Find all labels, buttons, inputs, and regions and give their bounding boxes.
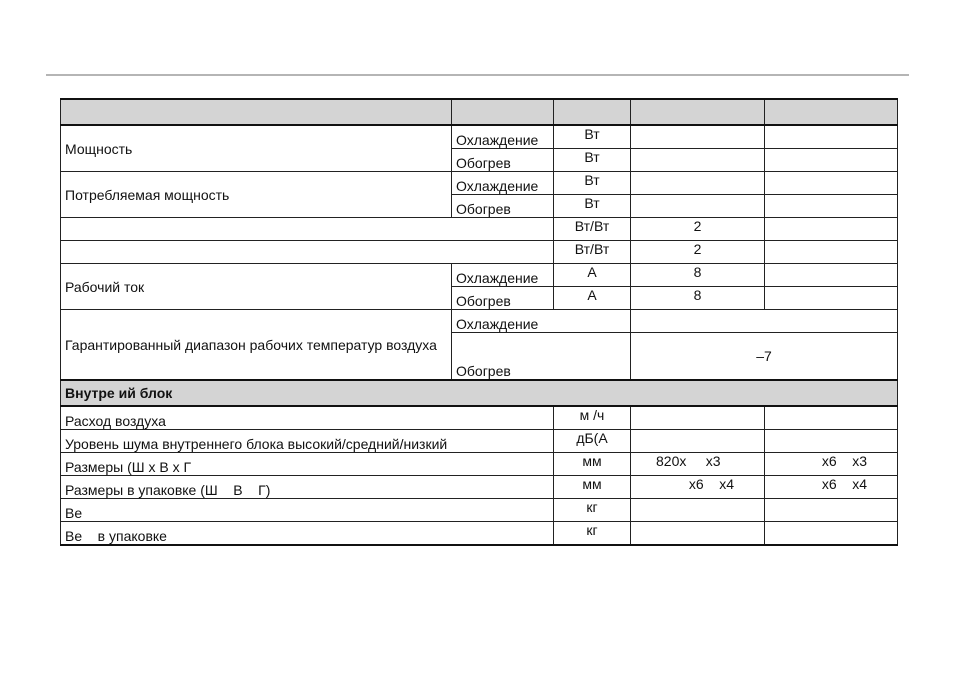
value-cell xyxy=(765,172,898,195)
mode-heating: Обогрев xyxy=(452,149,554,172)
value-cell xyxy=(631,195,765,218)
value-cell: –7 xyxy=(631,333,898,381)
table-row xyxy=(61,406,898,430)
param-size: Размеры (Ш х В х Г xyxy=(61,453,554,476)
header-cell xyxy=(452,99,554,125)
mode-cooling: Охлаждение xyxy=(452,264,554,287)
unit-cell: Вт xyxy=(554,125,631,149)
value-cell: 2 xyxy=(631,241,765,264)
table-row xyxy=(61,499,898,522)
mode-cooling: Охлаждение xyxy=(452,125,554,149)
value-cell xyxy=(765,125,898,149)
value-cell: х6 х4 xyxy=(765,476,898,499)
header-cell xyxy=(554,99,631,125)
table-row xyxy=(61,218,898,241)
value-cell: х6 х4 xyxy=(631,476,765,499)
unit-cell: А xyxy=(554,287,631,310)
value-cell xyxy=(631,125,765,149)
value-cell: 820х х3 xyxy=(631,453,765,476)
param-pack-weight: Ве в упаковке xyxy=(61,522,554,546)
unit-cell: кг xyxy=(554,499,631,522)
value-cell: 8 xyxy=(631,264,765,287)
mode-heating: Обогрев xyxy=(452,195,554,218)
section-title: Внутре ий блок xyxy=(61,380,898,406)
value-cell xyxy=(631,310,898,333)
value-cell xyxy=(765,499,898,522)
param-consumed-power: Потребляемая мощность xyxy=(61,172,452,218)
value-cell xyxy=(765,241,898,264)
header-cell xyxy=(631,99,765,125)
param-pack-size: Размеры в упаковке (Ш В Г) xyxy=(61,476,554,499)
unit-cell: Вт/Вт xyxy=(554,241,631,264)
unit-cell: Вт xyxy=(554,172,631,195)
unit-cell: мм xyxy=(554,476,631,499)
param-airflow: Расход воздуха xyxy=(61,406,554,430)
unit-cell: дБ(А xyxy=(554,430,631,453)
table-row xyxy=(61,310,898,333)
param-cop xyxy=(61,241,554,264)
param-temp-range: Гарантированный диапазон рабочих температур воздуха xyxy=(61,310,452,381)
mode-cooling: Охлаждение xyxy=(452,310,631,333)
header-cell xyxy=(765,99,898,125)
value-cell xyxy=(631,172,765,195)
value-cell xyxy=(765,149,898,172)
table-header-row xyxy=(61,99,898,125)
unit-cell: мм xyxy=(554,453,631,476)
mode-heating: Обогрев xyxy=(452,287,554,310)
value-cell xyxy=(765,264,898,287)
unit-cell: Вт xyxy=(554,195,631,218)
table-row xyxy=(61,453,898,476)
unit-cell: Вт/Вт xyxy=(554,218,631,241)
value-cell xyxy=(765,522,898,546)
value-cell xyxy=(765,195,898,218)
value-cell xyxy=(631,149,765,172)
value-cell xyxy=(631,430,765,453)
table-row xyxy=(61,125,898,149)
value-cell xyxy=(765,218,898,241)
header-cell xyxy=(61,99,452,125)
unit-cell: А xyxy=(554,264,631,287)
spec-table xyxy=(60,98,898,546)
table-row xyxy=(61,522,898,546)
value-cell: 8 xyxy=(631,287,765,310)
top-rule xyxy=(46,74,909,76)
param-noise: Уровень шума внутреннего блока высокий/средний/низкий xyxy=(61,430,554,453)
table-row xyxy=(61,241,898,264)
value-cell: 2 xyxy=(631,218,765,241)
value-cell xyxy=(631,522,765,546)
unit-cell: кг xyxy=(554,522,631,546)
unit-cell: Вт xyxy=(554,149,631,172)
table-row xyxy=(61,172,898,195)
section-row xyxy=(61,380,898,406)
param-current: Рабочий ток xyxy=(61,264,452,310)
unit-cell: м /ч xyxy=(554,406,631,430)
table-row xyxy=(61,264,898,287)
mode-cooling: Охлаждение xyxy=(452,172,554,195)
value-cell: х6 х3 xyxy=(765,453,898,476)
param-eer xyxy=(61,218,554,241)
value-cell xyxy=(765,287,898,310)
value-cell xyxy=(765,430,898,453)
mode-heating: Обогрев xyxy=(452,333,631,381)
param-power: Мощность xyxy=(61,125,452,172)
value-cell xyxy=(765,406,898,430)
param-weight: Ве xyxy=(61,499,554,522)
table-row xyxy=(61,476,898,499)
value-cell xyxy=(631,406,765,430)
value-cell xyxy=(631,499,765,522)
table-row xyxy=(61,430,898,453)
